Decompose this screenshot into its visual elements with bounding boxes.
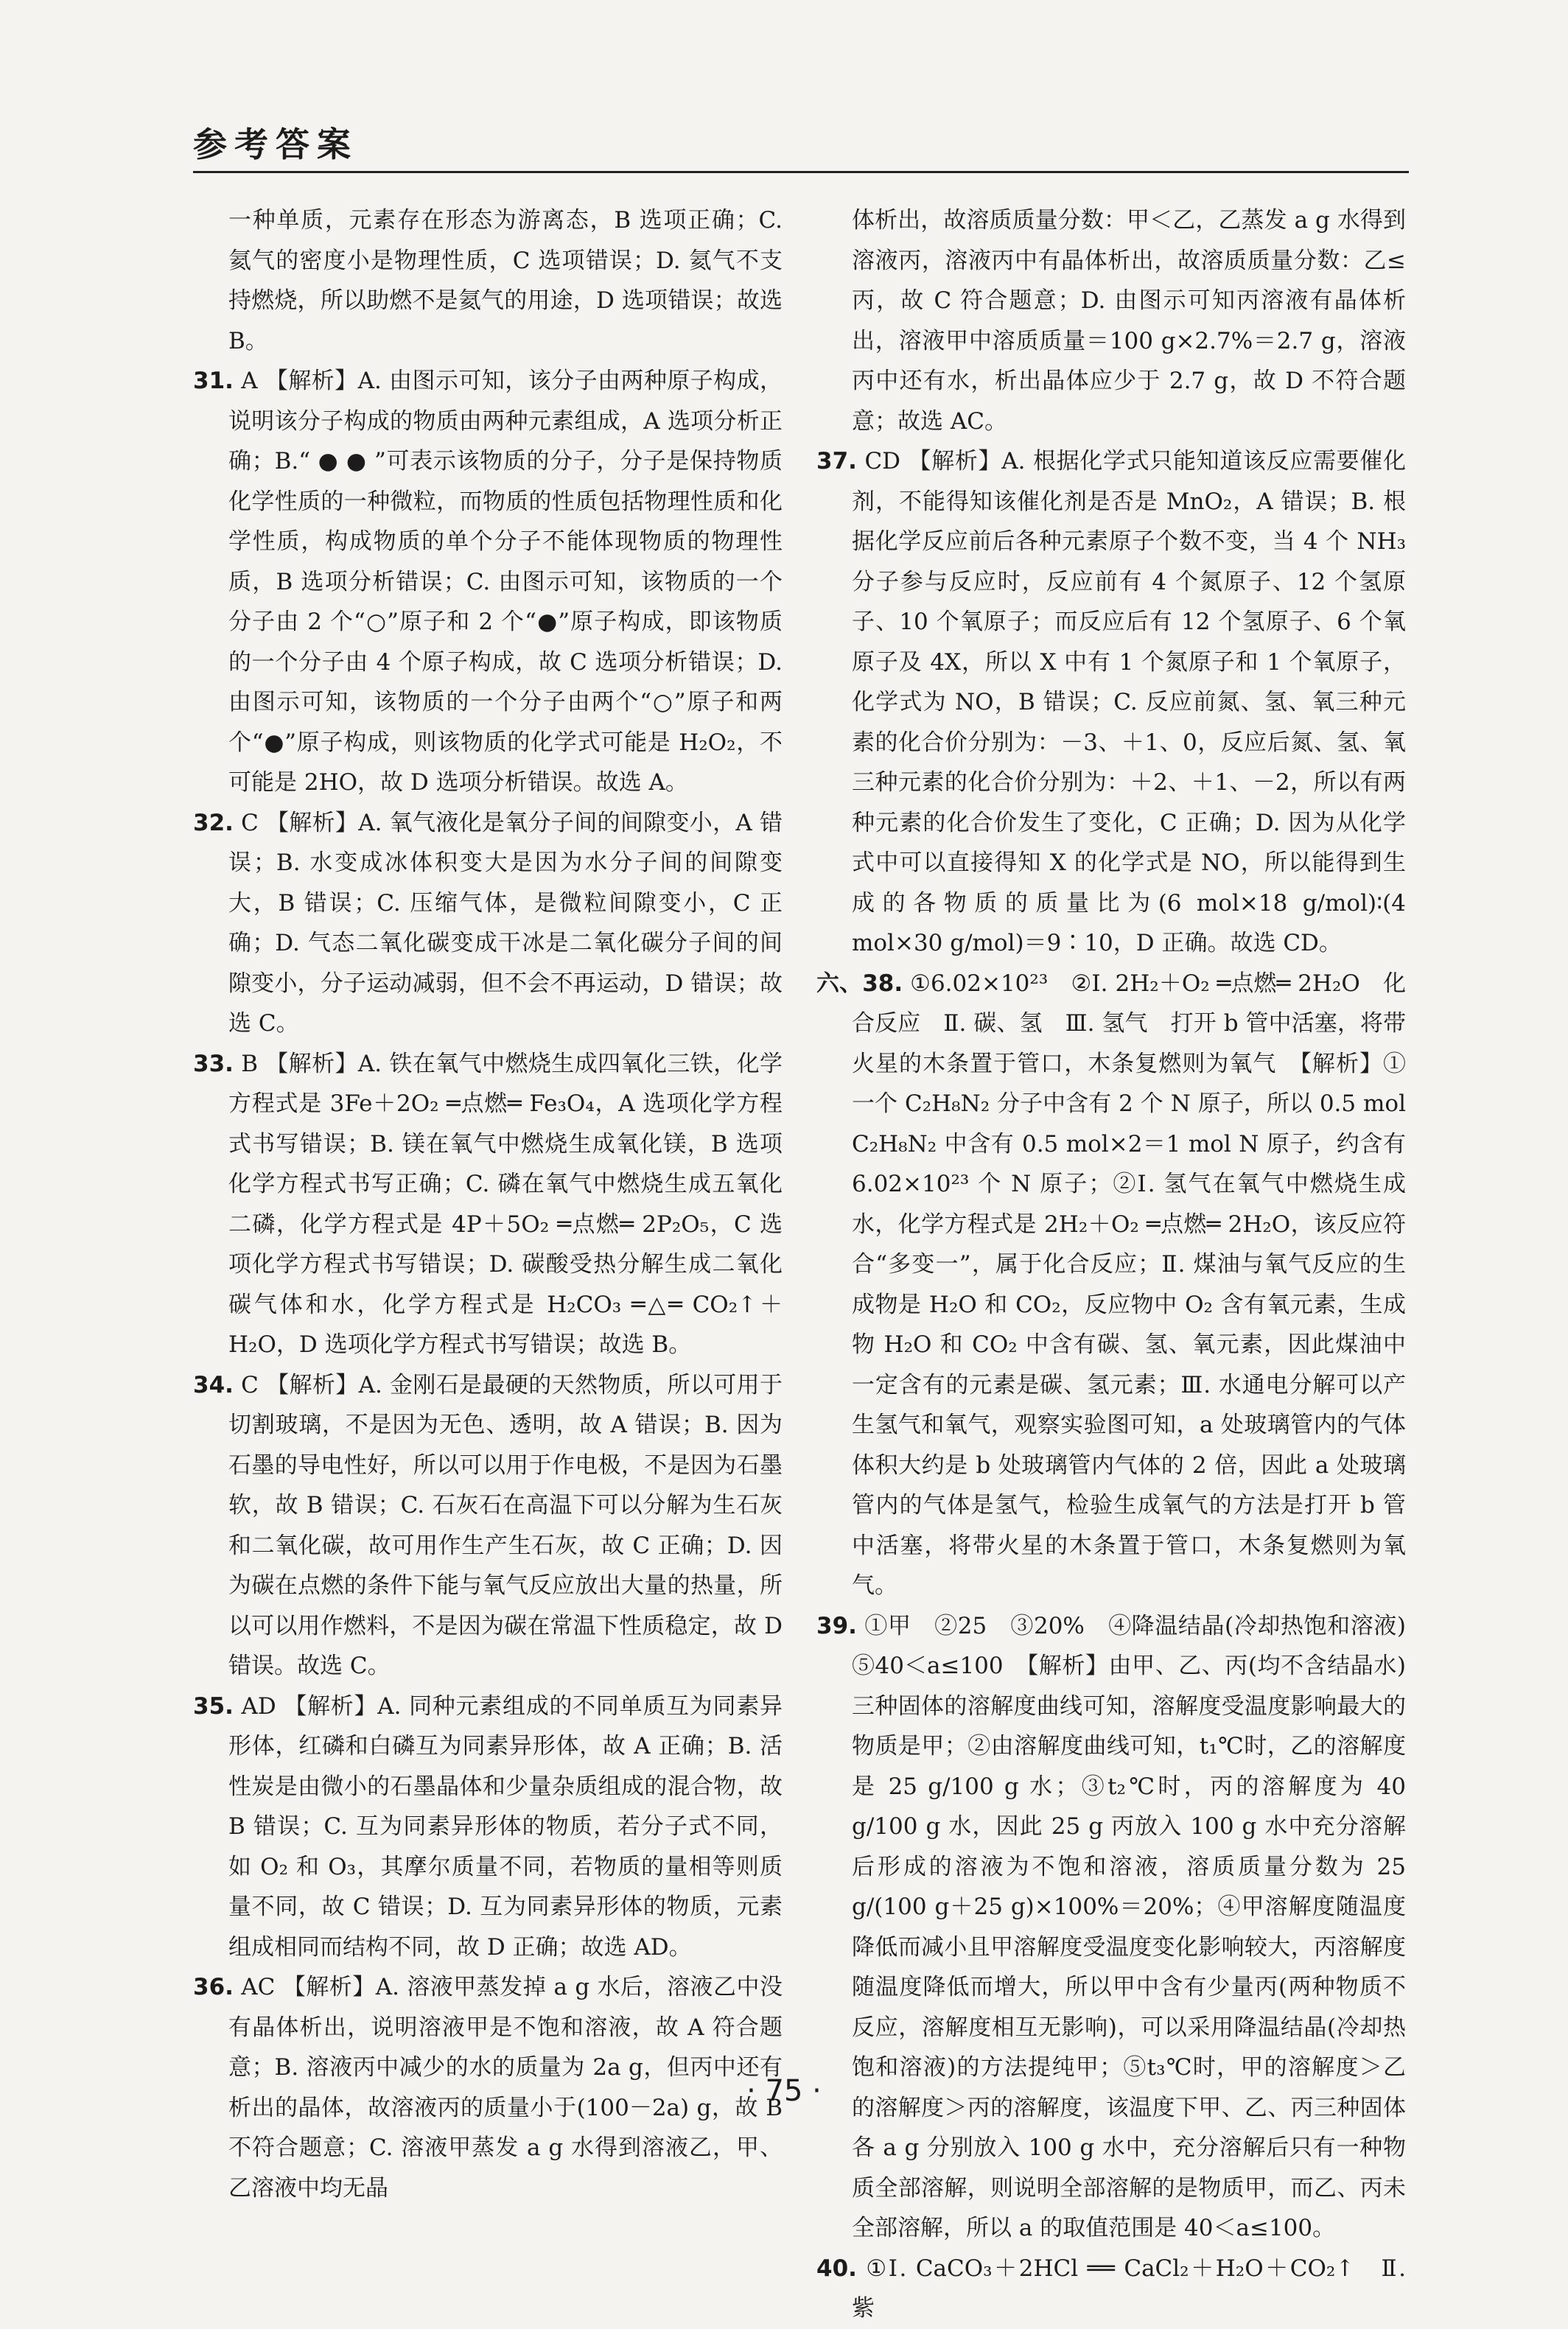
header-divider — [193, 171, 1409, 173]
answer-31: 31. A 【解析】A. 由图示可知，该分子由两种原子构成，说明该分子构成的物质由两种元素组成，A 选项分析正确；B.“ ● ● ”可表示该物质的分子，分子是保持物质化学性质的一种微粒，而物质的性质包括物理性质和化学性质，构成物质的单个分子不能体现物质的物理性质，B 选项分析错误；C. 由图示可知，该物质的一个分子由 2 个“○”原子和 2 个“●”原子构成，即该物质的一个分子由 4 个原子构成，故 C 选项分析错误；D. 由图示可知，该物质的一个分子由两个“○”原子和两个“●”原子构成，则该物质的化学式可能是 H₂O₂，不可能是 2HO，故 D 选项分析错误。故选 A。 — [193, 368, 783, 796]
answer-33: 33. B 【解析】A. 铁在氧气中燃烧生成四氧化三铁，化学方程式是 3Fe＋2O₂ ═点燃═ Fe₃O₄，A 选项化学方程式书写错误；B. 镁在氧气中燃烧生成氧化镁，B 选项化学方程式书写正确；C. 磷在氧气中燃烧生成五氧化二磷，化学方程式是 4P＋5O₂ ═点燃═ 2P₂O₅，C 选项化学方程式书写错误；D. 碳酸受热分解生成二氧化碳气体和水，化学方程式是 H₂CO₃ ═△═ CO₂↑＋H₂O，D 选项化学方程式书写错误；故选 B。 — [193, 1050, 783, 1358]
paragraph-continued: 一种单质，元素存在形态为游离态，B 选项正确；C. 氦气的密度小是物理性质，C 选项错误；D. 氦气不支持燃烧，所以助燃不是氦气的用途，D 选项错误；故选 B。 — [228, 207, 783, 354]
answer-36: 36. AC 【解析】A. 溶液甲蒸发掉 a g 水后，溶液乙中没有晶体析出，说明溶液甲是不饱和溶液，故 A 符合题意；B. 溶液丙中减少的水的质量为 2a g，但丙中还有析出的晶体，故溶液丙的质量小于(100－2a) g，故 B 不符合题意；C. 溶液甲蒸发 a g 水得到溶液乙，甲、乙溶液中均无晶 — [193, 1974, 783, 2202]
answer-39: 39. ①甲 ②25 ③20% ④降温结晶(冷却热饱和溶液) ⑤40＜a≤100 【解析】由甲、乙、丙(均不含结晶水)三种固体的溶解度曲线可知，溶解度受温度影响最大的物质是甲；②由溶解度曲线可知，t₁℃时，乙的溶解度是 25 g/100 g 水；③t₂℃时，丙的溶解度为 40 g/100 g 水，因此 25 g 丙放入 100 g 水中充分溶解后形成的溶液为不饱和溶液，溶质质量分数为 25 g/(100 g＋25 g)×100%＝20%；④甲溶解度随温度降低而减小且甲溶解度受温度变化影响较大，丙溶解度随温度降低而增大，所以甲中含有少量丙(两种物质不反应，溶解度相互无影响)，可以采用降温结晶(冷却热饱和溶液)的方法提纯甲；⑤t₃℃时，甲的溶解度＞乙的溶解度＞丙的溶解度，该温度下甲、乙、丙三种固体各 a g 分别放入 100 g 水中，充分溶解后只有一种物质全部溶解，则说明全部溶解的是物质甲，而乙、丙未全部溶解，所以 a 的取值范围是 40＜a≤100。 — [816, 1612, 1429, 2241]
answer-32: 32. C 【解析】A. 氧气液化是氧分子间的间隙变小，A 错误；B. 水变成冰体积变大是因为水分子间的间隙变大，B 错误；C. 压缩气体，是微粒间隙变小，C 正确；D. 气态二氧化碳变成干冰是二氧化碳分子间的间隙变小，分子运动减弱，但不会不再运动，D 错误；故选 C。 — [193, 809, 783, 1037]
right-column — [816, 200, 1429, 2329]
answer-35: 35. AD 【解析】A. 同种元素组成的不同单质互为同素异形体，红磷和白磷互为同素异形体，故 A 正确；B. 活性炭是由微小的石墨晶体和少量杂质组成的混合物，故 B 错误；C. 互为同素异形体的物质，若分子式不同，如 O₂ 和 O₃，其摩尔质量不同，若物质的量相等则质量不同，故 C 错误；D. 互为同素异形体的物质，元素组成相同而结构不同，故 D 正确；故选 AD。 — [193, 1692, 783, 1961]
page-header: 参考答案 — [193, 125, 358, 164]
answer-37: 37. CD 【解析】A. 根据化学式只能知道该反应需要催化剂，不能得知该催化剂是否是 MnO₂，A 错误；B. 根据化学反应前后各种元素原子个数不变，当 4 个 NH₃ 分子参与反应时，反应前有 4 个氮原子、12 个氢原子、10 个氧原子；而反应后有 12 个氢原子、6 个氧原子及 4X，所以 X 中有 1 个氮原子和 1 个氧原子，化学式为 NO，B 错误；C. 反应前氮、氢、氧三种元素的化合价分别为：－3、＋1、0，反应后氮、氢、氧三种元素的化合价分别为：＋2、＋1、－2，所以有两种元素的化合价发生了变化，C 正确；D. 因为从化学式中可以直接得知 X 的化学式是 NO，所以能得到生成的各物质的质量比为(6 mol×18 g/mol)∶(4 mol×30 g/mol)＝9∶10，D 正确。故选 CD。 — [816, 448, 1406, 956]
page-number: · 75 · — [746, 2074, 822, 2108]
answer-40: 40. ①Ⅰ. CaCO₃＋2HCl ══ CaCl₂＋H₂O＋CO₂↑ Ⅱ. 紫 — [816, 2255, 1406, 2322]
answer-34: 34. C 【解析】A. 金刚石是最硬的天然物质，所以可用于切割玻璃，不是因为无色、透明，故 A 错误；B. 因为石墨的导电性好，所以可以用于作电极，不是因为石墨软，故 B 错误；C. 石灰石在高温下可以分解为生石灰和二氧化碳，故可用作生产生石灰，故 C 正确；D. 因为碳在点燃的条件下能与氧气反应放出大量的热量，所以可以用作燃料，不是因为碳在常温下性质稳定，故 D 错误。故选 C。 — [193, 1371, 783, 1679]
answer-38: 六、38. ①6.02×10²³ ②Ⅰ. 2H₂＋O₂ ═点燃═ 2H₂O 化合反应 Ⅱ. 碳、氢 Ⅲ. 氢气 打开 b 管中活塞，将带火星的木条置于管口，木条复燃则为氧气 【解析】①一个 C₂H₈N₂ 分子中含有 2 个 N 原子，所以 0.5 mol C₂H₈N₂ 中含有 0.5 mol×2＝1 mol N 原子，约含有 6.02×10²³ 个 N 原子；②Ⅰ. 氢气在氧气中燃烧生成水，化学方程式是 2H₂＋O₂ ═点燃═ 2H₂O，该反应符合“多变一”，属于化合反应；Ⅱ. 煤油与氧气反应的生成物是 H₂O 和 CO₂，反应物中 O₂ 含有氧元素，生成物 H₂O 和 CO₂ 中含有碳、氢、氧元素，因此煤油中一定含有的元素是碳、氢元素；Ⅲ. 水通电分解可以产生氢气和氧气，观察实验图可知，a 处玻璃管内的气体体积大约是 b 处玻璃管内气体的 2 倍，因此 a 处玻璃管内的气体是氢气，检验生成氧气的方法是打开 b 管中活塞，将带火星的木条置于管口，木条复燃则为氧气。 — [816, 970, 1406, 1599]
left-column — [193, 200, 783, 2208]
paragraph-continued: 体析出，故溶质质量分数：甲＜乙，乙蒸发 a g 水得到溶液丙，溶液丙中有晶体析出，故溶质质量分数：乙≤丙，故 C 符合题意；D. 由图示可知丙溶液有晶体析出，溶液甲中溶质质量＝100 g×2.7%＝2.7 g，溶液丙中还有水，析出晶体应少于 2.7 g，故 D 不符合题意；故选 AC。 — [852, 207, 1406, 435]
